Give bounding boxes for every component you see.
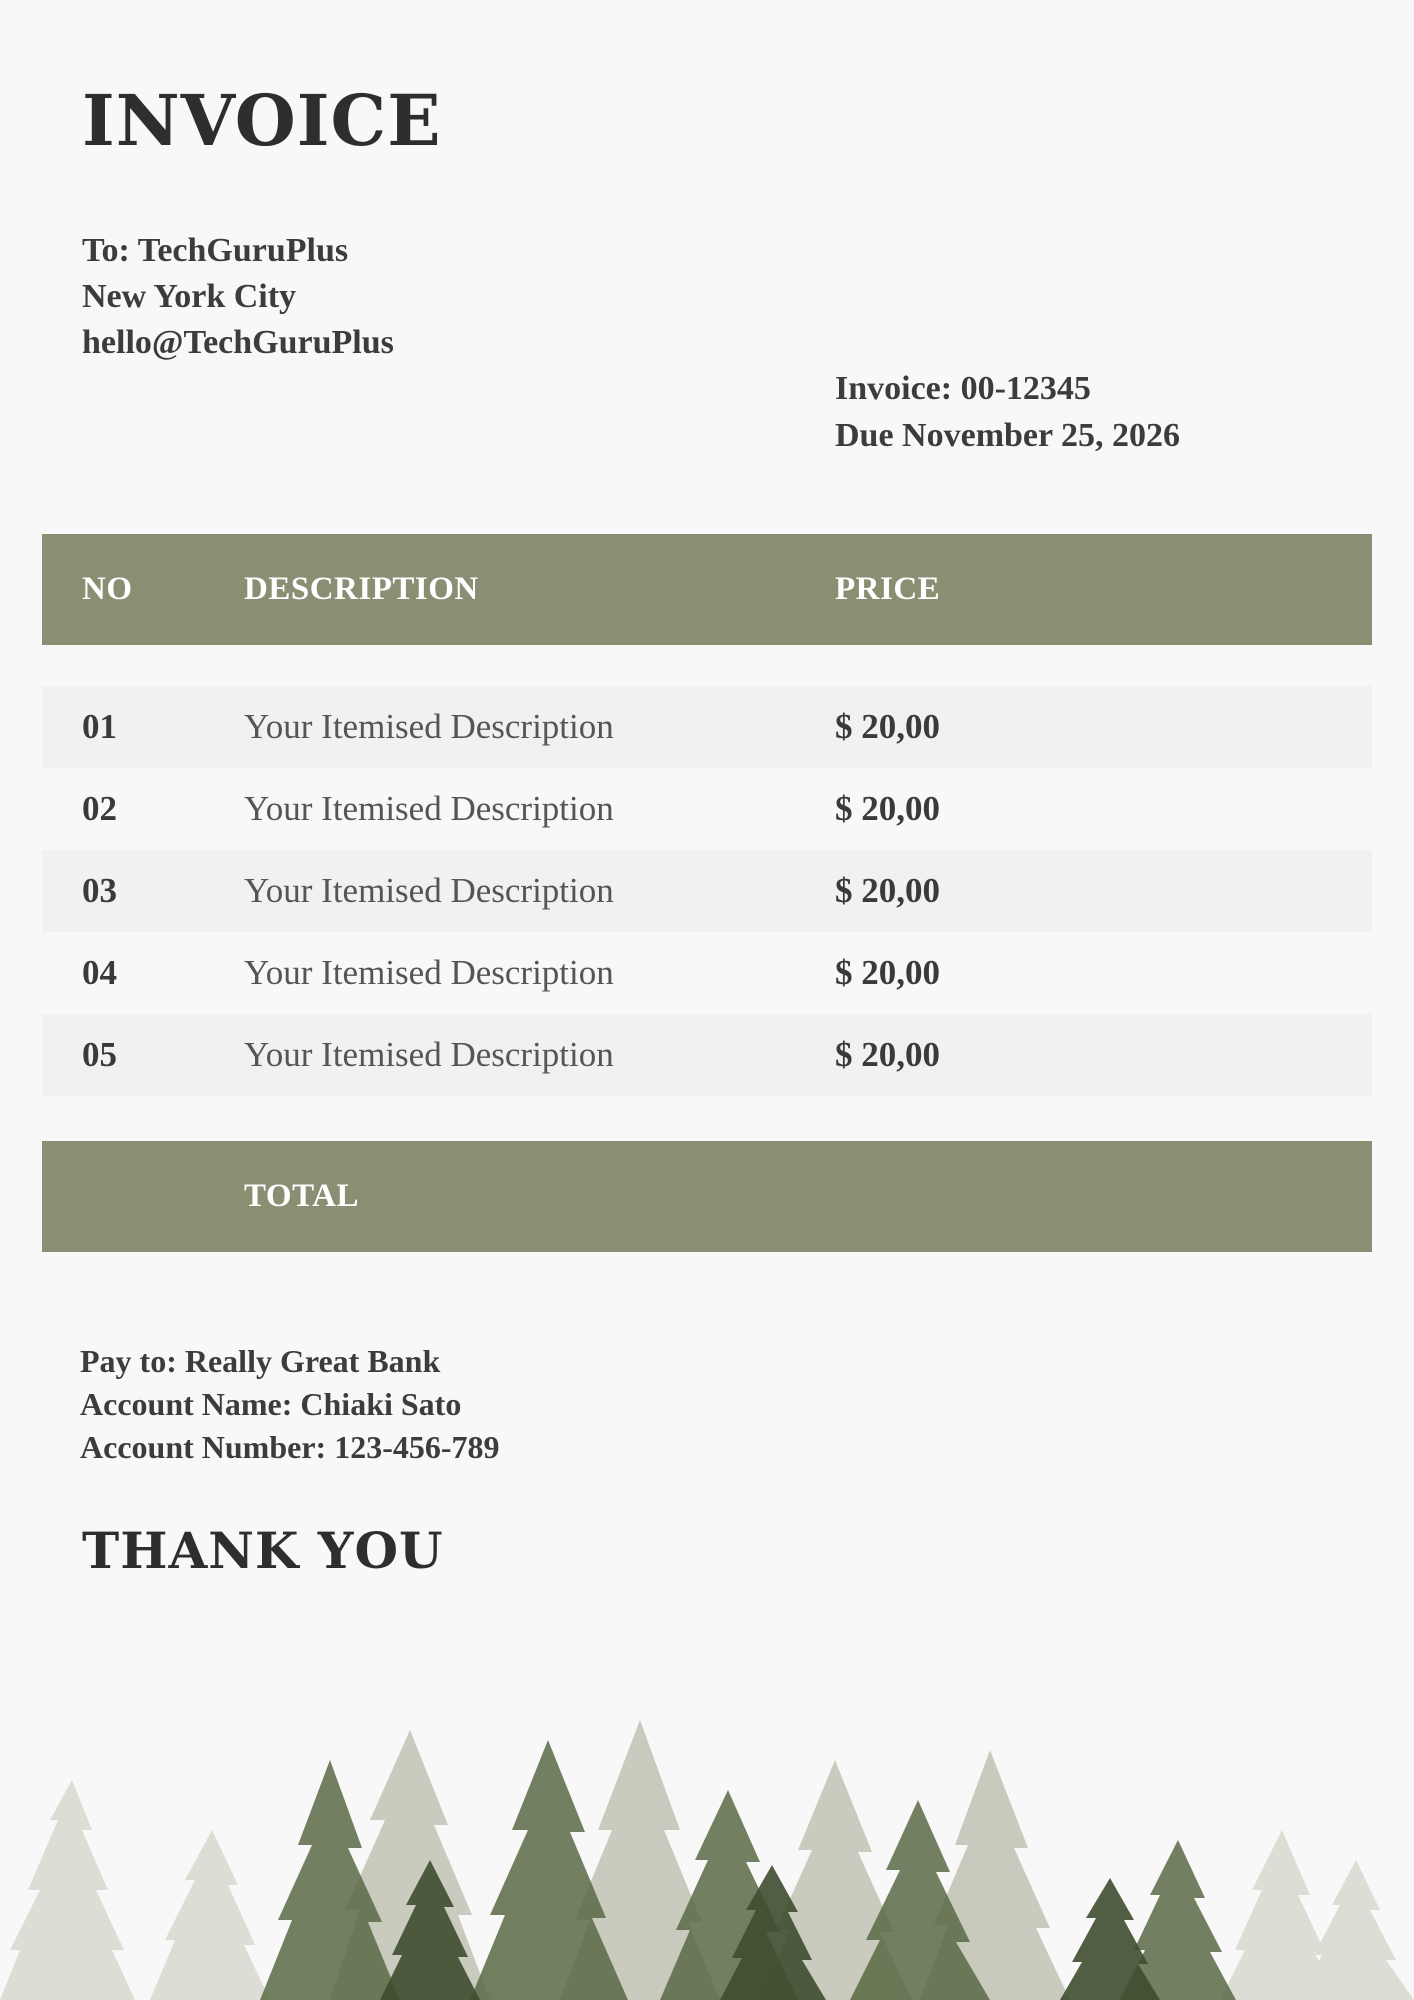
recipient-city: New York City bbox=[82, 278, 297, 315]
invoice-meta bbox=[835, 365, 1180, 459]
table-row bbox=[42, 686, 1372, 768]
item-description: Your Itemised Description bbox=[244, 953, 614, 992]
payment-details bbox=[80, 1340, 500, 1469]
watercolor-forest-illustration bbox=[0, 1700, 1414, 2000]
item-description: Your Itemised Description bbox=[244, 871, 614, 910]
account-number: Account Number: 123-456-789 bbox=[80, 1429, 500, 1465]
item-description: Your Itemised Description bbox=[244, 1035, 614, 1074]
invoice-number: Invoice: 00-12345 bbox=[835, 370, 1091, 407]
invoice-title: INVOICE bbox=[82, 79, 442, 162]
table-row bbox=[42, 932, 1372, 1014]
due-date: Due November 25, 2026 bbox=[835, 417, 1180, 454]
item-no: 05 bbox=[82, 1035, 117, 1074]
pay-to: Pay to: Really Great Bank bbox=[80, 1343, 441, 1379]
header-description: DESCRIPTION bbox=[244, 571, 479, 607]
item-price: $ 20,00 bbox=[835, 871, 940, 910]
thank-you-heading: THANK YOU bbox=[82, 1521, 444, 1580]
table-header bbox=[42, 534, 1372, 645]
item-no: 03 bbox=[82, 871, 117, 910]
account-name: Account Name: Chiaki Sato bbox=[80, 1386, 462, 1422]
table-row bbox=[42, 850, 1372, 932]
line-items bbox=[42, 686, 1372, 1096]
item-no: 01 bbox=[82, 707, 117, 746]
item-description: Your Itemised Description bbox=[244, 707, 614, 746]
recipient-email: hello@TechGuruPlus bbox=[82, 324, 394, 361]
item-description: Your Itemised Description bbox=[244, 789, 614, 828]
recipient-name: To: TechGuruPlus bbox=[82, 232, 349, 269]
item-no: 04 bbox=[82, 953, 117, 992]
item-price: $ 20,00 bbox=[835, 789, 940, 828]
table-row bbox=[42, 768, 1372, 850]
table-row bbox=[42, 1014, 1372, 1096]
item-price: $ 20,00 bbox=[835, 953, 940, 992]
total-label: TOTAL bbox=[244, 1178, 359, 1214]
header-no: NO bbox=[82, 571, 133, 607]
item-price: $ 20,00 bbox=[835, 1035, 940, 1074]
item-price: $ 20,00 bbox=[835, 707, 940, 746]
recipient-block bbox=[82, 228, 394, 366]
total-bar bbox=[42, 1141, 1372, 1252]
header-price: PRICE bbox=[835, 571, 941, 607]
item-no: 02 bbox=[82, 789, 117, 828]
